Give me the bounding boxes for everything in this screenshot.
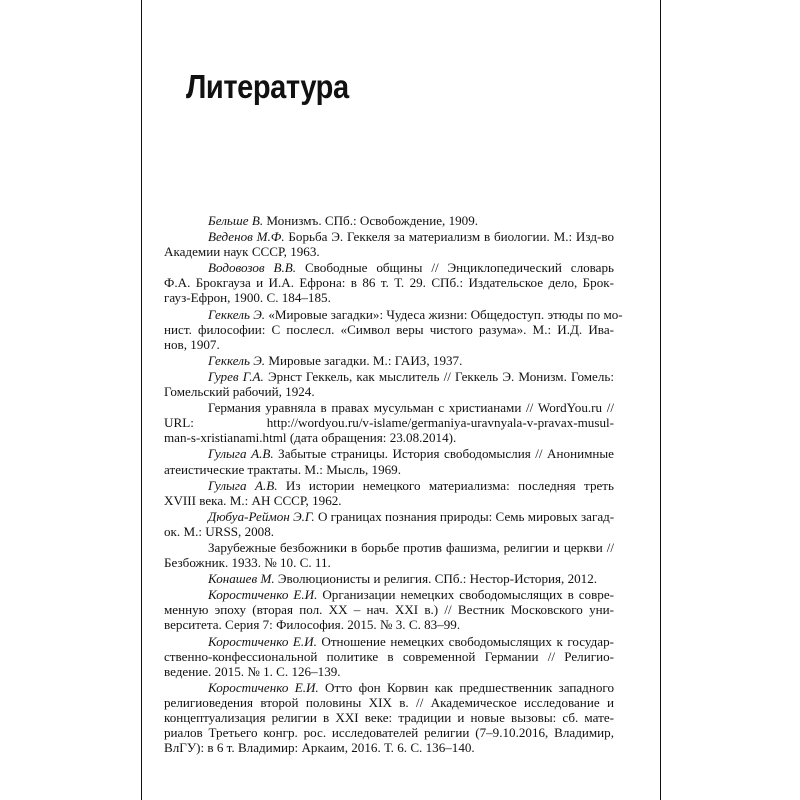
bibliography-list [164,213,623,756]
bibliography-entry [164,260,614,306]
entry-text: Академии наук СССР, 1963. [164,244,320,260]
entry-text: менную эпоху (вторая пол. XX – нач. XXI в.) // Вестник Московского уни- [164,602,614,618]
entry-text: Монизмъ. СПб.: Освобождение, 1909. [263,213,479,228]
entry-line [164,275,614,291]
entry-line [164,384,614,400]
entry-line [164,725,614,741]
entry-line [164,617,614,633]
entry-text: URL: http://wordyou.ru/v-islame/germaniya-uravnyala-v-pravax-musul- [164,415,614,431]
entry-text: Гомельский рабочий, 1924. [164,384,315,400]
entry-line [164,415,614,431]
entry-text: Отто фон Корвин как предшественник западного [318,679,614,695]
entry-author: Гулыга А.В. [208,446,274,462]
entry-text: XVIII века. М.: АН СССР, 1962. [164,492,342,508]
entry-line [186,213,614,228]
entry-line [186,369,614,384]
entry-author: Водовозов В.В. [208,260,297,276]
entry-author: Коростиченко Е.И. [208,633,317,649]
entry-line [164,710,614,725]
entry-line [164,461,614,477]
bibliography-entry [164,508,615,539]
page-title: Литература [186,68,349,105]
entry-line [186,509,614,524]
entry-line [186,260,614,275]
entry-line [186,571,614,586]
entry-text: Германия уравняла в правах мусульман с христианами // WordYou.ru // [208,400,614,416]
entry-line [186,446,614,461]
entry-text: Зарубежные безбожники в борьбе против фашизма, религии и церкви // [208,539,614,555]
entry-text: ок. М.: URSS, 2008. [164,523,275,539]
bibliography-entry [164,400,614,446]
entry-text: man-s-xristianami.html (дата обращения: 23.08.2014). [164,430,457,446]
entry-line [164,492,614,508]
entry-text: Мировые загадки. М.: ГАИЗ, 1937. [265,352,463,368]
entry-author: Бельше В. [208,213,264,228]
entry-text: ВлГУ): в 6 т. Владимир: Аркаим, 2016. Т. 6. С. 136–140. [164,740,475,756]
entry-text: атеистические трактаты. М.: Мысль, 1969. [164,461,401,477]
entry-line [186,229,614,244]
entry-author: Коростиченко Е.И. [208,587,318,603]
entry-line [164,602,614,618]
entry-line [186,353,614,368]
entry-line [186,478,614,493]
bibliography-entry [186,353,614,368]
entry-line [164,336,614,352]
entry-text: верситета. Серия 7: Философия. 2015. № 3. С. 83–99. [164,617,461,633]
entry-text: Эрнст Геккель, как мыслитель // Геккель Э. Монизм. Гомель: [263,368,614,384]
entry-line [164,694,614,710]
entry-line [164,740,614,756]
entry-text: нист. философии: С послесл. «Символ веры чистого разума». М.: И.Д. Ива- [164,321,614,337]
entry-text: Ф.А. Брокгауза и И.А. Ефрона: в 86 т. Т. 29. СПб.: Издательское дело, Брок- [164,275,614,291]
bibliography-entry [164,306,623,352]
entry-line [164,321,614,337]
bibliography-entry [164,587,615,633]
bibliography-entry [164,446,614,477]
entry-text: гауз-Ефрон, 1900. С. 184–185. [164,290,331,306]
entry-line [164,648,614,664]
bibliography-entry [164,477,614,508]
entry-text: Из истории немецкого материализма: последняя треть [277,477,614,493]
entry-text: Организации немецких свободомыслящих в совре- [317,587,615,603]
entry-line [164,523,614,539]
bibliography-entry [164,368,614,400]
entry-author: Веденов М.Ф. [208,229,285,245]
entry-text: ведение. 2015. № 1. С. 126–139. [164,663,341,679]
entry-line [186,680,614,695]
entry-text: Забытые страницы. История свободомыслия // Анонимные [273,446,614,462]
entry-author: Гурев Г.А. [208,368,264,384]
entry-line [186,400,614,415]
entry-line [164,290,614,306]
entry-text: Отношение немецких свободомыслящих к государ- [316,633,614,649]
entry-text: ственно-конфессиональной политике в современной Германии // Религио- [164,648,614,664]
entry-text: Безбожник. 1933. № 10. С. 11. [164,555,331,571]
entry-author: Геккель Э. [208,352,266,368]
entry-text: концептуализация религии в XXI веке: традиции и новые вызовы: сб. мате- [164,710,614,725]
entry-text: Эволюционисты и религия. СПб.: Нестор-История, 2012. [274,571,598,587]
bibliography-entry [164,633,614,679]
bibliography-entry [164,679,614,756]
entry-text: религиоведения второй половины XIX в. // Академическое исследование и [164,694,614,710]
entry-line [186,540,614,555]
entry-text: риалов Третьего конгр. рос. исследователей религии (7–9.10.2016, Владимир, [164,725,614,741]
entry-text: нов, 1907. [164,336,220,352]
entry-line [164,555,614,571]
entry-author: Конашев М. [208,571,275,587]
entry-line [186,306,623,322]
entry-line [186,587,614,602]
entry-text: О границах познания природы: Семь мировых загад- [314,508,615,524]
entry-line [164,430,614,446]
entry-text: Свободные общины // Энциклопедический словарь [296,260,614,276]
bibliography-entry [186,213,614,228]
entry-text: «Мировые загадки»: Чудеса жизни: Общедоступ. этюды по мо- [265,306,623,322]
entry-line [164,663,614,679]
bibliography-entry [164,229,614,260]
bibliography-entry [186,571,614,586]
entry-line [186,634,614,649]
entry-author: Коростиченко Е.И. [208,679,319,695]
entry-text: Борьба Э. Геккеля за материализм в биологии. М.: Изд-во [284,229,614,245]
entry-author: Геккель Э. [208,306,266,322]
entry-line [164,244,614,260]
bibliography-entry [164,539,614,571]
entry-author: Гулыга А.В. [208,477,278,493]
entry-author: Дюбуа-Реймон Э.Г. [208,508,315,524]
